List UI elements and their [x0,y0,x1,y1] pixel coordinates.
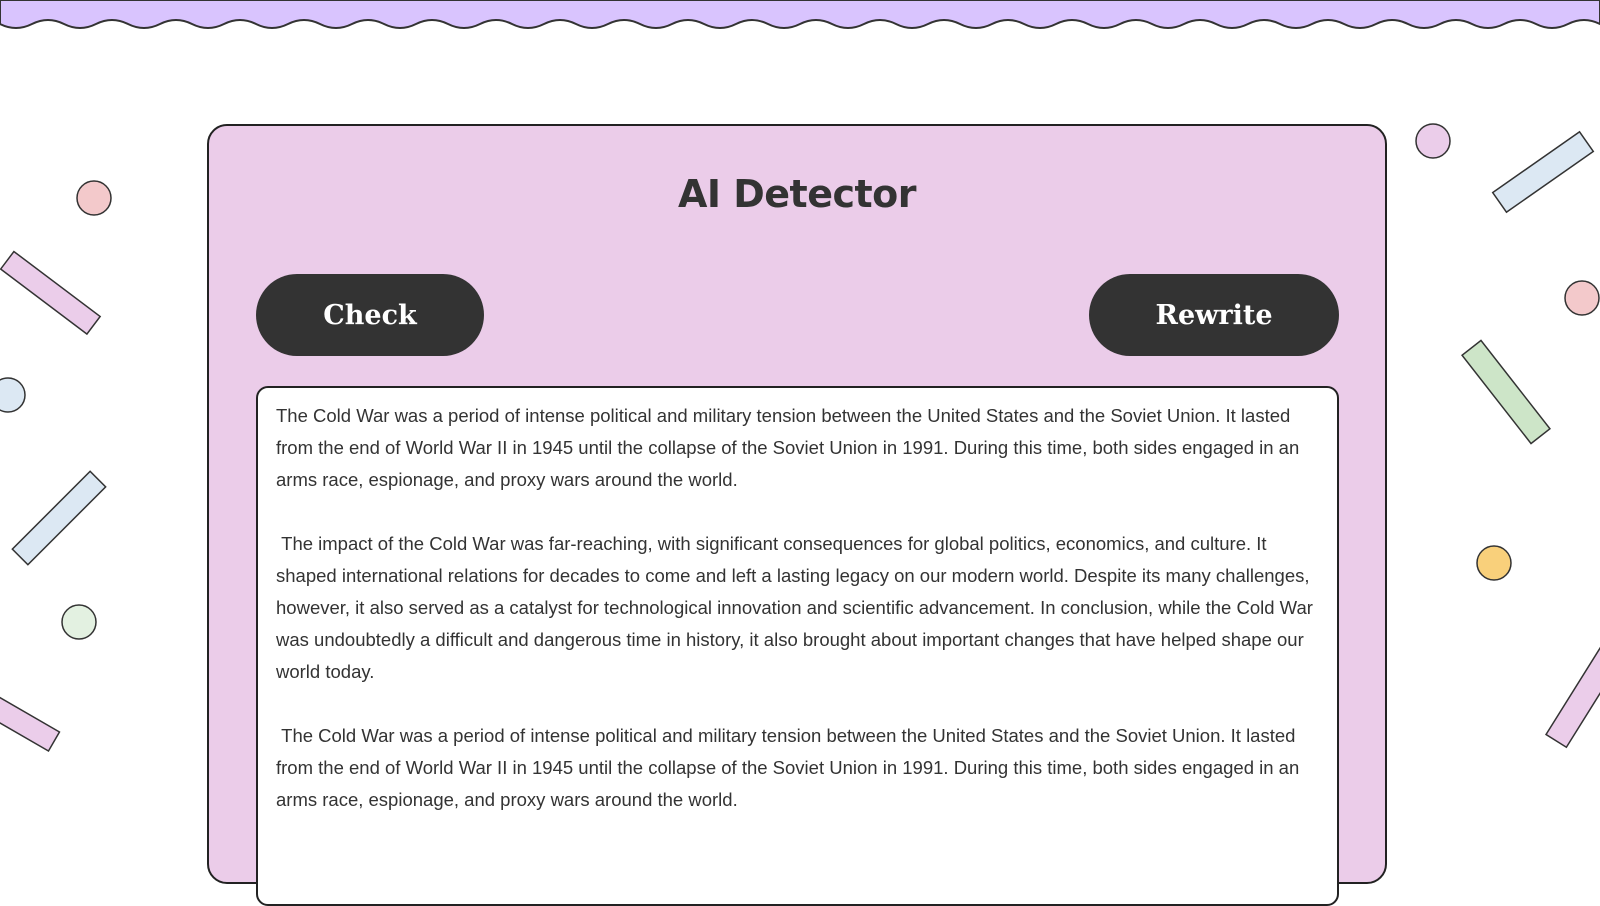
confetti-dot [1477,546,1511,580]
text-paragraph: The Cold War was a period of intense political and military tension between the United States and the Soviet Union. It lasted from the end of World War II in 1945 until the collapse of the Soviet Union in 1991. During this time, both sides engaged in an arms race, espionage, and proxy wars around the world. [276,725,1305,810]
page-title: AI Detector [677,172,917,216]
confetti-dot [0,378,25,412]
confetti-bar [0,687,59,751]
text-paragraph: The impact of the Cold War was far-reaching, with significant consequences for global politics, economics, and culture. It shaped international relations for decades to come and left a lasting legacy on our modern world. Despite its many challenges, however, it also served as a catalyst for technological innovation and scientific advancement. In conclusion, while the Cold War was undoubtedly a difficult and dangerous time in history, it also brought about important changes that have helped shape our world today. [276,533,1319,682]
confetti-dot [1565,281,1599,315]
confetti-bar [1,252,100,335]
rewrite-button[interactable]: Rewrite [1089,274,1339,356]
text-paragraph: The Cold War was a period of intense political and military tension between the United States and the Soviet Union. It lasted from the end of World War II in 1945 until the collapse of the Soviet Union in 1991. During this time, both sides engaged in an arms race, espionage, and proxy wars around the world. [276,405,1305,490]
check-button[interactable]: Check [256,274,484,356]
confetti-dot [77,181,111,215]
confetti-bar [1546,633,1600,747]
confetti-dot [62,605,96,639]
confetti-dot [1416,124,1450,158]
text-input-area[interactable] [256,386,1339,906]
confetti-bar [12,471,105,564]
confetti-bar [1493,132,1594,212]
detector-card [207,124,1387,884]
confetti-bar [1462,340,1550,443]
